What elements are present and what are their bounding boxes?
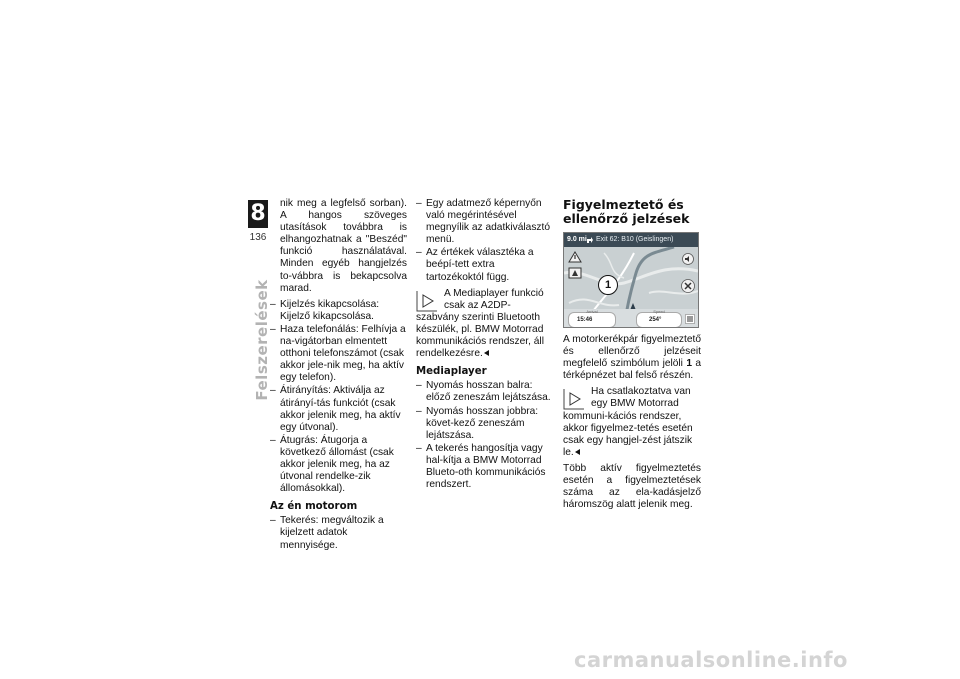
list-item: – A tekerés hangosítja vagy hal-kítja a BMW Motorrad Blueto-oth kommunikációs rendszert. (416, 442, 546, 491)
list-item: – Nyomás hosszan balra: előző zeneszám lejátszása. (416, 380, 551, 404)
heading-value: 254° (649, 317, 662, 323)
chapter-number: 8 (248, 200, 268, 228)
warning-triangle-icon (568, 251, 582, 263)
menu-icon[interactable] (685, 314, 695, 324)
list-item: – Az értékek választéka a beépí-tett extra tartozékoktól függ. (416, 247, 534, 283)
warning-list-icon (568, 267, 582, 279)
list-item: – Átugrás: Átugorja a következő állomást (csak akkor jelenik meg, ha az útvonal rendelke-zik állomásokkal). (270, 434, 394, 495)
distance-readout: 9.0 mi (567, 236, 587, 243)
section-heading: Figyelmeztető és ellenőrző jelzések (563, 197, 690, 226)
arrival-label: Arrival (586, 309, 598, 314)
subheading: Mediaplayer (416, 366, 487, 378)
route-text: Exit 62: B10 (Geislingen) (596, 236, 674, 243)
note-icon (416, 290, 438, 312)
heading-field[interactable] (636, 309, 682, 328)
list-item: – Átirányítás: Aktiválja az átirányí-tás funkciót (csak akkor jelenik meg, ha aktív egy útvonal). (270, 385, 401, 433)
list-item: – Nyomás hosszan jobbra: követ-kező zeneszám lejátszása. (416, 405, 539, 441)
watermark: carmanualsonline.info (574, 648, 848, 672)
heading-label: Speed (653, 309, 665, 314)
end-mark-icon (484, 350, 489, 356)
section-title: Felszerelések (253, 279, 271, 401)
navigation-screen-figure (563, 232, 699, 328)
note-icon (563, 388, 585, 410)
note-block: Ha csatlakoztatva van egy BMW Motorrad kommuni-kációs rendszer, akkor figyelmez-tetés esetén csak egy hangjel-zést játszik le. (563, 386, 693, 458)
page-number: 136 (249, 232, 267, 243)
end-mark-icon (575, 449, 580, 455)
paragraph: nik meg a legfelső sorban). A hangos szöveges utasítások továbbra is elhangozhatnak a "Beszéd" funkció használatával. Minden egyéb hangjelzés to-vábbra is bekapcsolva marad. (280, 198, 407, 294)
list-item: – Kijelzés kikapcsolása: Kijelző kikapcsolása. (270, 298, 380, 322)
status-bar (564, 309, 698, 327)
column-2 (416, 198, 552, 492)
arrival-field[interactable] (568, 309, 616, 328)
close-icon[interactable] (681, 279, 695, 293)
route-banner (564, 233, 698, 247)
paragraph: Több aktív figyelmeztetés esetén a figyelmeztetések száma az ela-kadásjelző háromszög alatt jelenik meg. (563, 462, 701, 511)
subheading: Az én motorom (270, 501, 358, 513)
paragraph: A motorkerékpár figyelmeztető és ellenőrző jelzéseit megfelelő szimbólum jelöli 1 a térképnézet bal felső részén. (563, 334, 702, 382)
list-item: – Haza telefonálás: Felhívja a na-vigátorban elmentett otthoni telefonszámot (csak akkor jele-nik meg, ha aktív egy telefon). (270, 323, 406, 384)
volume-icon[interactable] (682, 253, 694, 265)
arrival-value: 15:46 (577, 317, 593, 323)
column-3 (563, 198, 701, 515)
list-item: – Tekerés: megváltozik a kijelzett adatok mennyisége. (270, 515, 384, 551)
turn-arrow-icon (586, 236, 594, 244)
callout-1: 1 (598, 275, 618, 295)
list-item: – Egy adatmező képernyőn való megérintésével megnyílik az adatkiválasztó menü. (416, 198, 551, 246)
column-1 (270, 198, 407, 553)
note-block: A Mediaplayer funkció csak az A2DP-szabvány szerinti Bluetooth készülék, pl. BMW Motorrad kommunikációs rendszer, áll rendelkezésre. (416, 287, 544, 360)
